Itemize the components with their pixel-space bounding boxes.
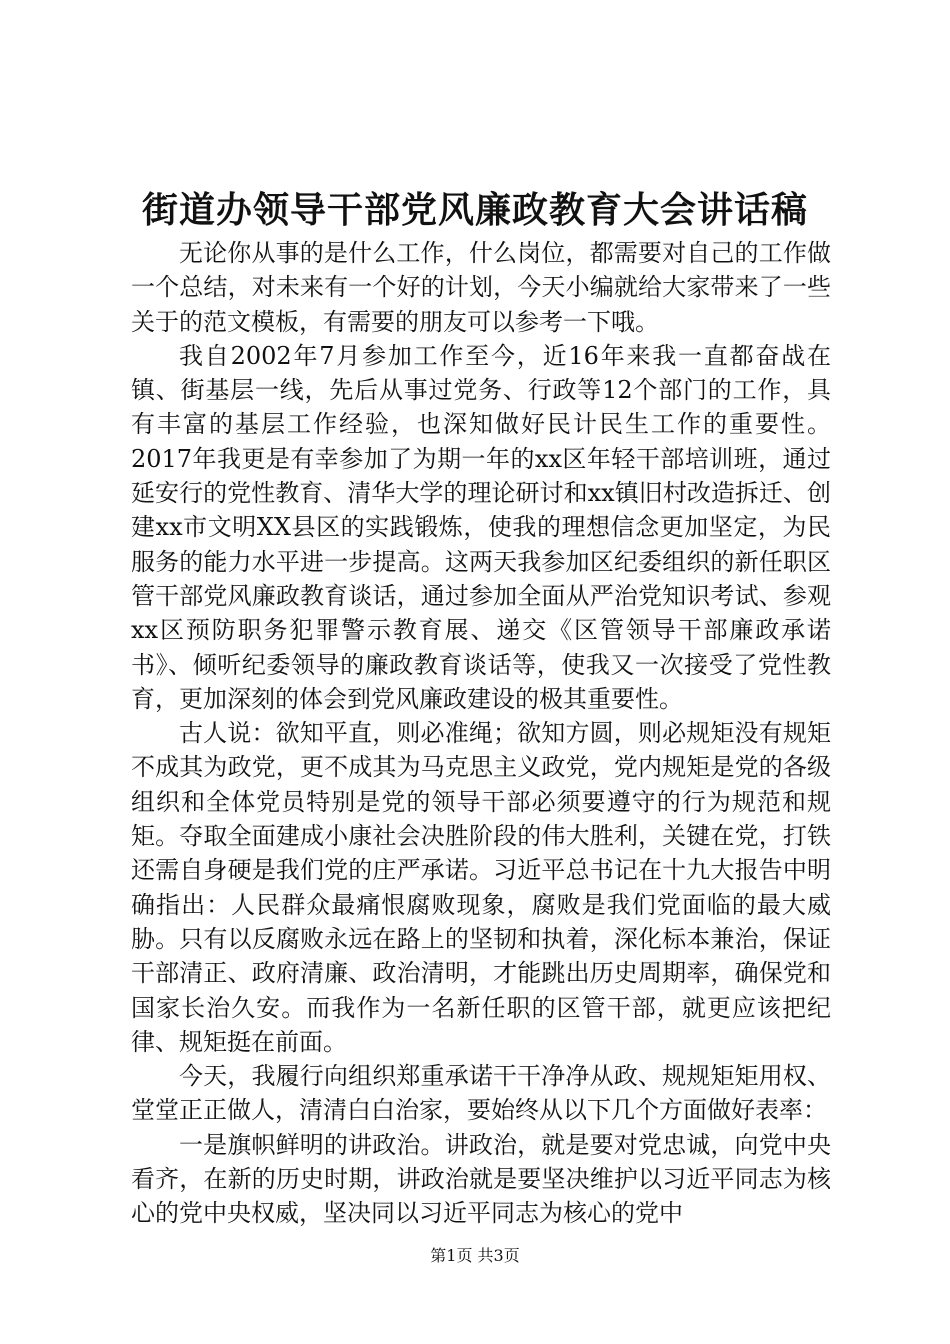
paragraph-point-one: 一是旗帜鲜明的讲政治。讲政治，就是要对党忠诚，向党中央看齐，在新的历史时期，讲政治就是要坚决维护以习近平同志为核心的党中央权威，坚决同以习近平同志为核心的党中 — [131, 1130, 831, 1228]
document-title: 街道办领导干部党风廉政教育大会讲话稿 — [141, 189, 808, 231]
paragraph-background: 我自2002年7月参加工作至今，近16年来我一直都奋战在镇、街基层一线，先后从事过党务、行政等12个部门的工作，具有丰富的基层工作经验，也深知做好民计民生工作的重要性。2017年我更是有幸参加了为期一年的xx区年轻干部培训班，通过延安行的党性教育、清华大学的理论研讨和xx镇旧村改造拆迁、创建xx市文明XX县区的实践锻炼，使我的理想信念更加坚定，为民服务的能力水平进一步提高。这两天我参加区纪委组织的新任职区管干部党风廉政教育谈话，通过参加全面从严治党知识考试、参观xx区预防职务犯罪警示教育展、递交《区管领导干部廉政承诺书》、倾听纪委领导的廉政教育谈话等，使我又一次接受了党性教育，更加深刻的体会到党风廉政建设的极其重要性。 — [131, 341, 831, 713]
document-body — [131, 236, 831, 1231]
paragraph-rules: 古人说：欲知平直，则必准绳；欲知方圆，则必规矩没有规矩不成其为政党，更不成其为马克思主义政党，党内规矩是党的各级组织和全体党员特别是党的领导干部必须要遵守的行为规范和规矩。夺取全面建成小康社会决胜阶段的伟大胜利，关键在党，打铁还需自身硬是我们党的庄严承诺。习近平总书记在十九大报告中明确指出：人民群众最痛恨腐败现象，腐败是我们党面临的最大威胁。只有以反腐败永远在路上的坚韧和执着，深化标本兼治，保证干部清正、政府清廉、政治清明，才能跳出历史周期率，确保党和国家长治久安。而我作为一名新任职的区管干部，就更应该把纪律、规矩挺在前面。 — [131, 719, 831, 1056]
page-number: 第1页 共3页 — [430, 1246, 520, 1265]
paragraph-intro: 无论你从事的是什么工作，什么岗位，都需要对自己的工作做一个总结，对未来有一个好的计划，今天小编就给大家带来了一些关于的范文模板，有需要的朋友可以参考一下哦。 — [131, 239, 831, 336]
paragraph-commitment: 今天，我履行向组织郑重承诺干干净净从政、规规矩矩用权、堂堂正正做人，清清白白治家，要始终从以下几个方面做好表率： — [131, 1062, 831, 1125]
